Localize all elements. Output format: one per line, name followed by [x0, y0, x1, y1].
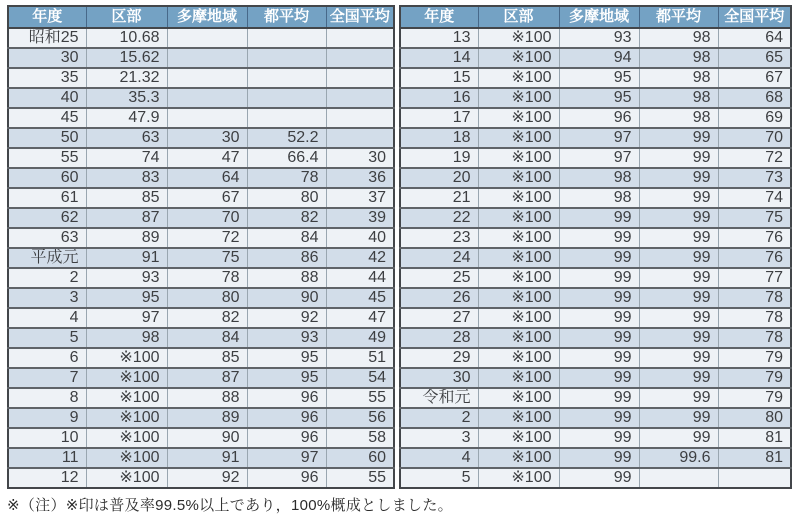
- value-cell: ※100: [86, 448, 167, 468]
- table-row: [8, 148, 394, 168]
- year-cell: 2: [400, 408, 478, 428]
- coverage-table-right: [399, 5, 792, 489]
- value-cell: 49: [326, 328, 394, 348]
- value-cell: 10.68: [86, 28, 167, 48]
- table-row: [8, 388, 394, 408]
- value-cell: 99: [559, 208, 639, 228]
- year-cell: 昭和25: [8, 28, 86, 48]
- value-cell: 97: [247, 448, 326, 468]
- value-cell: 78: [167, 268, 247, 288]
- value-cell: ※100: [86, 468, 167, 488]
- value-cell: 99: [559, 328, 639, 348]
- table-row: [400, 68, 791, 88]
- year-cell: 35: [8, 68, 86, 88]
- column-header: 多摩地域: [559, 6, 639, 28]
- table-row: [400, 288, 791, 308]
- value-cell: 98: [639, 48, 718, 68]
- value-cell: 79: [718, 368, 791, 388]
- year-cell: 12: [8, 468, 86, 488]
- value-cell: 99: [639, 328, 718, 348]
- value-cell: 99: [559, 288, 639, 308]
- value-cell: ※100: [86, 408, 167, 428]
- column-header: 全国平均: [326, 6, 394, 28]
- value-cell: ※100: [478, 248, 559, 268]
- value-cell: 96: [247, 428, 326, 448]
- year-cell: 22: [400, 208, 478, 228]
- footnote: ※（注）※印は普及率99.5%以上であり，100%概成としました。: [7, 497, 453, 514]
- table-row: [400, 368, 791, 388]
- value-cell: 99: [559, 448, 639, 468]
- table-row: [400, 208, 791, 228]
- year-cell: 30: [8, 48, 86, 68]
- value-cell: 98: [639, 68, 718, 88]
- value-cell: 78: [718, 328, 791, 348]
- column-header: 多摩地域: [167, 6, 247, 28]
- value-cell: [167, 108, 247, 128]
- value-cell: 98: [639, 108, 718, 128]
- table-row: [400, 248, 791, 268]
- year-cell: 23: [400, 228, 478, 248]
- year-cell: 令和元: [400, 388, 478, 408]
- value-cell: ※100: [478, 148, 559, 168]
- value-cell: ※100: [478, 108, 559, 128]
- table-row: [400, 88, 791, 108]
- value-cell: 78: [718, 288, 791, 308]
- value-cell: [326, 48, 394, 68]
- year-cell: 62: [8, 208, 86, 228]
- table-row: [8, 288, 394, 308]
- value-cell: 70: [167, 208, 247, 228]
- value-cell: 81: [718, 428, 791, 448]
- value-cell: 70: [718, 128, 791, 148]
- value-cell: [247, 28, 326, 48]
- year-cell: 18: [400, 128, 478, 148]
- value-cell: ※100: [478, 48, 559, 68]
- table-row: [8, 28, 394, 48]
- table-row: [400, 168, 791, 188]
- year-cell: 29: [400, 348, 478, 368]
- value-cell: [326, 88, 394, 108]
- value-cell: [326, 128, 394, 148]
- value-cell: 69: [718, 108, 791, 128]
- value-cell: [326, 108, 394, 128]
- value-cell: 79: [718, 388, 791, 408]
- value-cell: 96: [247, 388, 326, 408]
- value-cell: 52.2: [247, 128, 326, 148]
- table-row: [8, 88, 394, 108]
- value-cell: 96: [247, 468, 326, 488]
- value-cell: 99: [639, 368, 718, 388]
- year-cell: 55: [8, 148, 86, 168]
- value-cell: [247, 48, 326, 68]
- year-cell: 2: [8, 268, 86, 288]
- header-row: [8, 6, 394, 28]
- value-cell: ※100: [478, 28, 559, 48]
- value-cell: 98: [86, 328, 167, 348]
- year-cell: 平成元: [8, 248, 86, 268]
- value-cell: ※100: [86, 388, 167, 408]
- value-cell: 96: [559, 108, 639, 128]
- column-header: 全国平均: [718, 6, 791, 28]
- value-cell: ※100: [478, 348, 559, 368]
- year-cell: 61: [8, 188, 86, 208]
- year-cell: 28: [400, 328, 478, 348]
- value-cell: 65: [718, 48, 791, 68]
- value-cell: 47: [167, 148, 247, 168]
- value-cell: ※100: [86, 428, 167, 448]
- value-cell: 47.9: [86, 108, 167, 128]
- table-row: [8, 208, 394, 228]
- year-cell: 24: [400, 248, 478, 268]
- value-cell: 94: [559, 48, 639, 68]
- value-cell: 72: [167, 228, 247, 248]
- year-cell: 13: [400, 28, 478, 48]
- value-cell: 89: [86, 228, 167, 248]
- table-row: [400, 348, 791, 368]
- value-cell: 99: [559, 248, 639, 268]
- year-cell: 7: [8, 368, 86, 388]
- value-cell: 78: [247, 168, 326, 188]
- table-row: [8, 188, 394, 208]
- column-header: 区部: [86, 6, 167, 28]
- table-row: [400, 28, 791, 48]
- value-cell: ※100: [478, 328, 559, 348]
- value-cell: 99: [639, 408, 718, 428]
- value-cell: [167, 28, 247, 48]
- table-row: [400, 108, 791, 128]
- value-cell: 72: [718, 148, 791, 168]
- value-cell: 84: [167, 328, 247, 348]
- value-cell: 87: [167, 368, 247, 388]
- value-cell: 99: [559, 388, 639, 408]
- value-cell: 66.4: [247, 148, 326, 168]
- value-cell: 76: [718, 248, 791, 268]
- value-cell: 99: [639, 268, 718, 288]
- year-cell: 3: [8, 288, 86, 308]
- value-cell: 76: [718, 228, 791, 248]
- year-cell: 10: [8, 428, 86, 448]
- value-cell: 99: [639, 168, 718, 188]
- value-cell: 82: [247, 208, 326, 228]
- value-cell: 88: [247, 268, 326, 288]
- column-header: 区部: [478, 6, 559, 28]
- value-cell: [326, 68, 394, 88]
- year-cell: 9: [8, 408, 86, 428]
- year-cell: 5: [8, 328, 86, 348]
- value-cell: ※100: [86, 368, 167, 388]
- value-cell: 74: [86, 148, 167, 168]
- table-row: [8, 448, 394, 468]
- year-cell: 4: [400, 448, 478, 468]
- value-cell: ※100: [478, 268, 559, 288]
- value-cell: ※100: [478, 188, 559, 208]
- year-cell: 26: [400, 288, 478, 308]
- table-row: [8, 48, 394, 68]
- year-cell: 25: [400, 268, 478, 288]
- value-cell: [639, 468, 718, 488]
- value-cell: [247, 108, 326, 128]
- value-cell: ※100: [478, 448, 559, 468]
- table-row: [400, 388, 791, 408]
- value-cell: 99: [639, 148, 718, 168]
- year-cell: 15: [400, 68, 478, 88]
- value-cell: 98: [559, 168, 639, 188]
- year-cell: 40: [8, 88, 86, 108]
- value-cell: 99: [559, 268, 639, 288]
- table-row: [400, 228, 791, 248]
- value-cell: 99: [639, 348, 718, 368]
- value-cell: 51: [326, 348, 394, 368]
- table-row: [400, 448, 791, 468]
- value-cell: 87: [86, 208, 167, 228]
- value-cell: 80: [718, 408, 791, 428]
- value-cell: 85: [167, 348, 247, 368]
- value-cell: ※100: [478, 88, 559, 108]
- table-row: [400, 48, 791, 68]
- value-cell: 95: [247, 368, 326, 388]
- table-row: [8, 468, 394, 488]
- value-cell: 93: [559, 28, 639, 48]
- value-cell: 99: [559, 348, 639, 368]
- value-cell: 99: [639, 388, 718, 408]
- value-cell: 97: [559, 128, 639, 148]
- value-cell: 99.6: [639, 448, 718, 468]
- value-cell: ※100: [478, 288, 559, 308]
- value-cell: 67: [167, 188, 247, 208]
- value-cell: 99: [639, 188, 718, 208]
- table-row: [8, 248, 394, 268]
- table-row: [400, 268, 791, 288]
- year-cell: 5: [400, 468, 478, 488]
- value-cell: 99: [639, 248, 718, 268]
- value-cell: 54: [326, 368, 394, 388]
- value-cell: 96: [247, 408, 326, 428]
- table-row: [8, 68, 394, 88]
- table-row: [8, 168, 394, 188]
- value-cell: 36: [326, 168, 394, 188]
- table-row: [400, 128, 791, 148]
- year-cell: 21: [400, 188, 478, 208]
- value-cell: 99: [559, 368, 639, 388]
- table-row: [8, 108, 394, 128]
- value-cell: 75: [167, 248, 247, 268]
- value-cell: 44: [326, 268, 394, 288]
- year-cell: 4: [8, 308, 86, 328]
- value-cell: 93: [86, 268, 167, 288]
- value-cell: 79: [718, 348, 791, 368]
- value-cell: 85: [86, 188, 167, 208]
- value-cell: 42: [326, 248, 394, 268]
- year-cell: 63: [8, 228, 86, 248]
- value-cell: 99: [559, 308, 639, 328]
- value-cell: 64: [167, 168, 247, 188]
- value-cell: 68: [718, 88, 791, 108]
- table-row: [8, 308, 394, 328]
- value-cell: 80: [247, 188, 326, 208]
- value-cell: 92: [247, 308, 326, 328]
- value-cell: 64: [718, 28, 791, 48]
- value-cell: [167, 88, 247, 108]
- value-cell: 15.62: [86, 48, 167, 68]
- year-cell: 3: [400, 428, 478, 448]
- value-cell: 91: [86, 248, 167, 268]
- value-cell: 90: [167, 428, 247, 448]
- value-cell: 99: [639, 208, 718, 228]
- value-cell: 99: [639, 308, 718, 328]
- value-cell: ※100: [86, 348, 167, 368]
- value-cell: [247, 88, 326, 108]
- column-header: 都平均: [247, 6, 326, 28]
- value-cell: ※100: [478, 228, 559, 248]
- year-cell: 17: [400, 108, 478, 128]
- value-cell: 89: [167, 408, 247, 428]
- value-cell: 30: [167, 128, 247, 148]
- value-cell: 75: [718, 208, 791, 228]
- value-cell: 90: [247, 288, 326, 308]
- value-cell: [247, 68, 326, 88]
- value-cell: 91: [167, 448, 247, 468]
- value-cell: 47: [326, 308, 394, 328]
- value-cell: 99: [639, 128, 718, 148]
- value-cell: 21.32: [86, 68, 167, 88]
- value-cell: 37: [326, 188, 394, 208]
- value-cell: 84: [247, 228, 326, 248]
- value-cell: ※100: [478, 408, 559, 428]
- value-cell: 99: [559, 468, 639, 488]
- value-cell: ※100: [478, 128, 559, 148]
- table-row: [8, 328, 394, 348]
- table-row: [400, 328, 791, 348]
- year-cell: 50: [8, 128, 86, 148]
- value-cell: 97: [559, 148, 639, 168]
- value-cell: [326, 28, 394, 48]
- value-cell: 56: [326, 408, 394, 428]
- value-cell: 95: [559, 68, 639, 88]
- value-cell: [167, 68, 247, 88]
- value-cell: 67: [718, 68, 791, 88]
- value-cell: 99: [559, 428, 639, 448]
- value-cell: 45: [326, 288, 394, 308]
- value-cell: 97: [86, 308, 167, 328]
- value-cell: 78: [718, 308, 791, 328]
- value-cell: 86: [247, 248, 326, 268]
- table-row: [8, 128, 394, 148]
- value-cell: ※100: [478, 308, 559, 328]
- table-row: [400, 408, 791, 428]
- value-cell: 83: [86, 168, 167, 188]
- year-cell: 60: [8, 168, 86, 188]
- table-row: [400, 148, 791, 168]
- value-cell: [167, 48, 247, 68]
- table-row: [400, 188, 791, 208]
- year-cell: 30: [400, 368, 478, 388]
- value-cell: 88: [167, 388, 247, 408]
- value-cell: 95: [86, 288, 167, 308]
- value-cell: 63: [86, 128, 167, 148]
- table-row: [8, 428, 394, 448]
- value-cell: 40: [326, 228, 394, 248]
- value-cell: ※100: [478, 368, 559, 388]
- value-cell: 73: [718, 168, 791, 188]
- value-cell: 99: [639, 228, 718, 248]
- year-cell: 14: [400, 48, 478, 68]
- value-cell: ※100: [478, 168, 559, 188]
- value-cell: ※100: [478, 68, 559, 88]
- header-row: [400, 6, 791, 28]
- value-cell: 99: [639, 428, 718, 448]
- column-header: 年度: [400, 6, 478, 28]
- value-cell: ※100: [478, 468, 559, 488]
- value-cell: ※100: [478, 208, 559, 228]
- value-cell: 60: [326, 448, 394, 468]
- table-row: [400, 308, 791, 328]
- value-cell: 82: [167, 308, 247, 328]
- value-cell: 39: [326, 208, 394, 228]
- value-cell: ※100: [478, 388, 559, 408]
- table-row: [8, 348, 394, 368]
- value-cell: 99: [559, 408, 639, 428]
- value-cell: 95: [247, 348, 326, 368]
- year-cell: 45: [8, 108, 86, 128]
- value-cell: 35.3: [86, 88, 167, 108]
- value-cell: 99: [559, 228, 639, 248]
- value-cell: 74: [718, 188, 791, 208]
- year-cell: 27: [400, 308, 478, 328]
- year-cell: 20: [400, 168, 478, 188]
- value-cell: 98: [639, 88, 718, 108]
- table-row: [400, 428, 791, 448]
- year-cell: 16: [400, 88, 478, 108]
- year-cell: 11: [8, 448, 86, 468]
- value-cell: 55: [326, 468, 394, 488]
- value-cell: [718, 468, 791, 488]
- table-row: [8, 268, 394, 288]
- value-cell: 80: [167, 288, 247, 308]
- value-cell: 55: [326, 388, 394, 408]
- value-cell: 98: [639, 28, 718, 48]
- value-cell: 77: [718, 268, 791, 288]
- value-cell: 81: [718, 448, 791, 468]
- value-cell: 30: [326, 148, 394, 168]
- value-cell: 93: [247, 328, 326, 348]
- table-row: [400, 468, 791, 488]
- value-cell: 92: [167, 468, 247, 488]
- year-cell: 8: [8, 388, 86, 408]
- coverage-table-left: [7, 5, 395, 489]
- table-row: [8, 408, 394, 428]
- year-cell: 19: [400, 148, 478, 168]
- table-row: [8, 228, 394, 248]
- column-header: 都平均: [639, 6, 718, 28]
- year-cell: 6: [8, 348, 86, 368]
- column-header: 年度: [8, 6, 86, 28]
- table-row: [8, 368, 394, 388]
- value-cell: ※100: [478, 428, 559, 448]
- value-cell: 58: [326, 428, 394, 448]
- value-cell: 95: [559, 88, 639, 108]
- value-cell: 99: [639, 288, 718, 308]
- value-cell: 98: [559, 188, 639, 208]
